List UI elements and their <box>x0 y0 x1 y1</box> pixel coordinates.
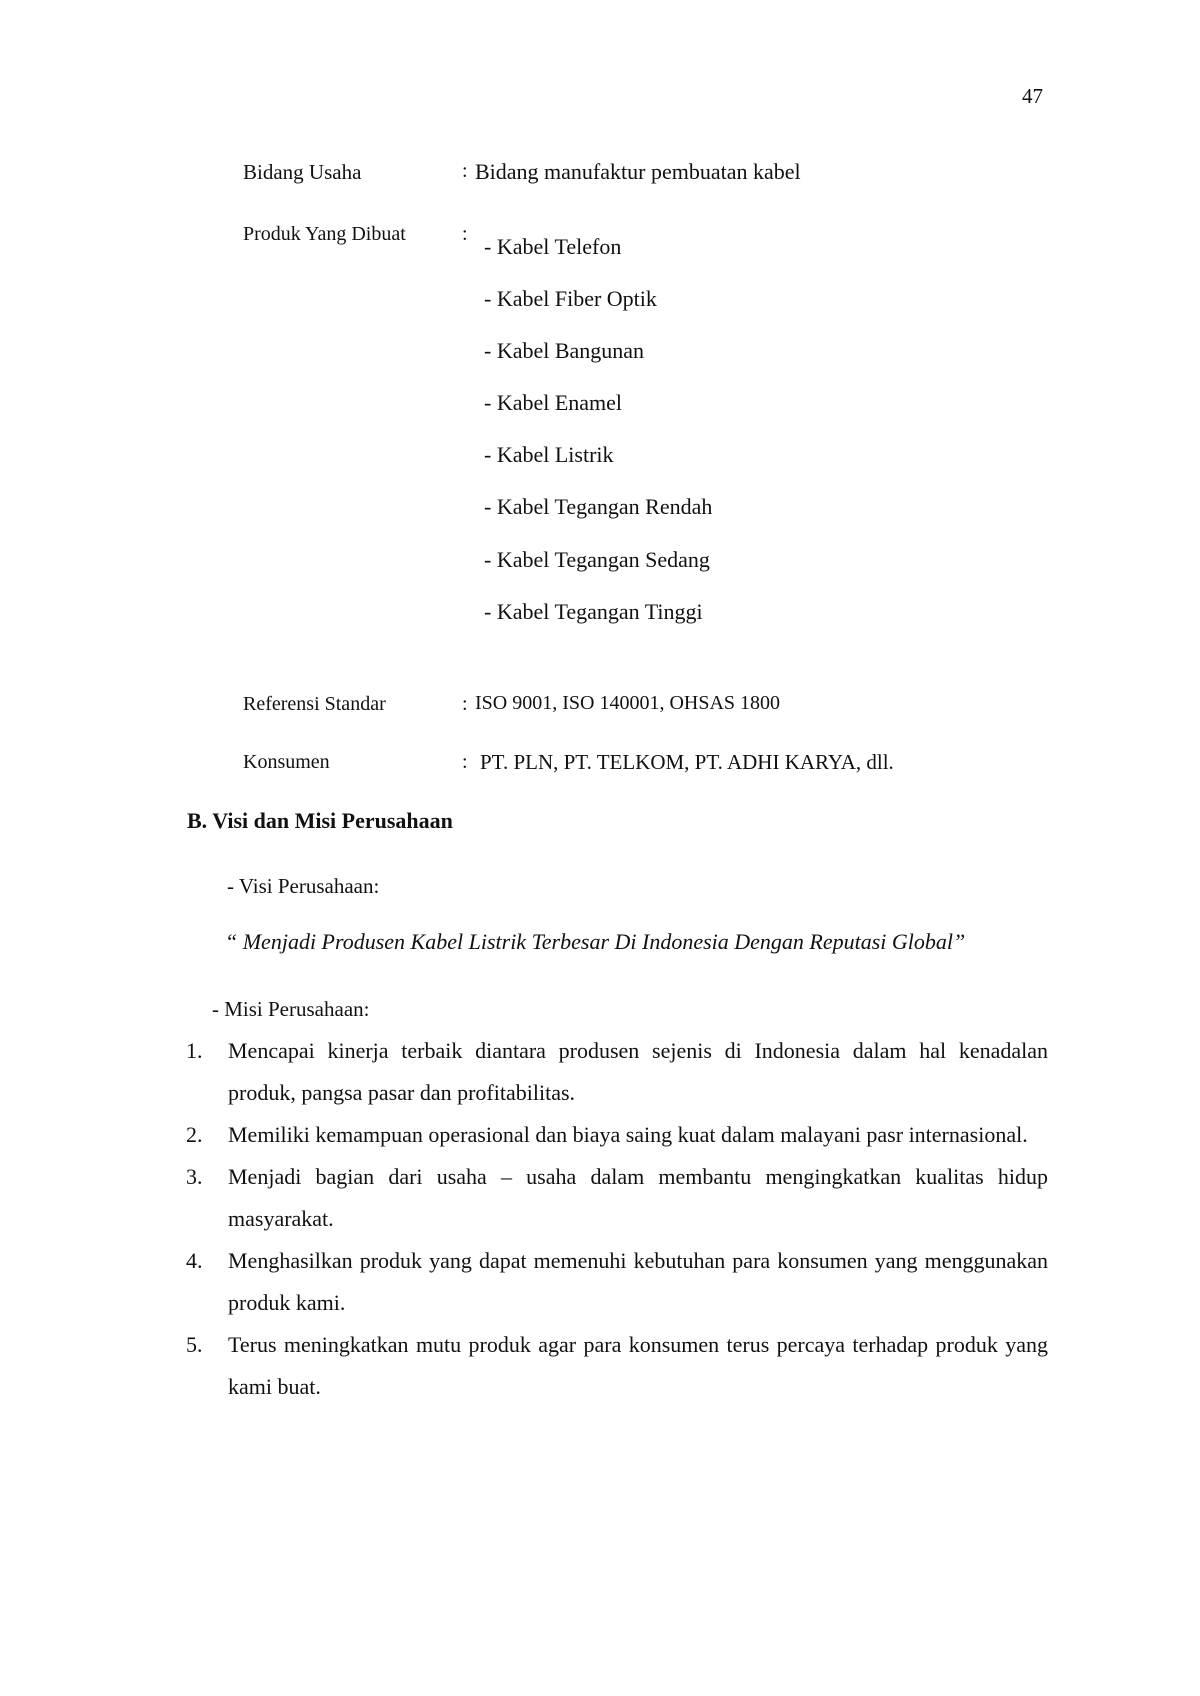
konsumen-colon: : <box>462 751 468 773</box>
section-heading: B. Visi dan Misi Perusahaan <box>187 808 453 833</box>
konsumen-label: Konsumen <box>243 751 330 773</box>
misi-item <box>178 1324 1048 1408</box>
produk-item: - Kabel Tegangan Rendah <box>484 494 713 519</box>
produk-label: Produk Yang Dibuat <box>243 223 406 245</box>
misi-number: 1. <box>186 1038 203 1063</box>
produk-item: - Kabel Telefon <box>484 234 622 259</box>
misi-text: Menjadi bagian dari usaha – usaha dalam membantu mengingkatkan kualitas hidup masyarakat. <box>228 1164 1048 1231</box>
misi-item <box>178 1240 1048 1324</box>
visi-label: - Visi Perusahaan: <box>227 874 380 898</box>
misi-item <box>178 1156 1048 1240</box>
misi-text: Mencapai kinerja terbaik diantara produsen sejenis di Indonesia dalam hal kenadalan produk, pangsa pasar dan profitabilitas. <box>228 1038 1048 1105</box>
misi-number: 2. <box>186 1122 203 1147</box>
bidang-usaha-value: Bidang manufaktur pembuatan kabel <box>475 159 801 184</box>
konsumen-value: PT. PLN, PT. TELKOM, PT. ADHI KARYA, dll. <box>480 750 894 774</box>
misi-list <box>178 1030 1048 1408</box>
referensi-label: Referensi Standar <box>243 693 386 715</box>
produk-item: - Kabel Tegangan Sedang <box>484 547 710 572</box>
misi-number: 5. <box>186 1332 203 1357</box>
misi-label: - Misi Perusahaan: <box>212 997 370 1021</box>
bidang-usaha-label: Bidang Usaha <box>243 160 362 184</box>
produk-item: - Kabel Fiber Optik <box>484 286 657 311</box>
misi-text: Terus meningkatkan mutu produk agar para konsumen terus percaya terhadap produk yang kami buat. <box>228 1332 1048 1399</box>
referensi-colon: : <box>462 693 468 715</box>
produk-item: - Kabel Listrik <box>484 442 614 467</box>
misi-text: Memiliki kemampuan operasional dan biaya saing kuat dalam malayani pasr internasional. <box>228 1122 1028 1147</box>
produk-item: - Kabel Tegangan Tinggi <box>484 599 703 624</box>
produk-colon: : <box>462 223 468 245</box>
misi-item <box>178 1030 1048 1114</box>
page-number: 47 <box>1022 84 1043 108</box>
bidang-usaha-colon: : <box>462 160 468 182</box>
misi-number: 4. <box>186 1248 203 1273</box>
produk-item: - Kabel Bangunan <box>484 338 645 363</box>
misi-number: 3. <box>186 1164 203 1189</box>
visi-quote: “ Menjadi Produsen Kabel Listrik Terbesar Di Indonesia Dengan Reputasi Global” <box>225 929 966 954</box>
produk-item: - Kabel Enamel <box>484 390 623 415</box>
misi-item <box>178 1114 1048 1156</box>
misi-text: Menghasilkan produk yang dapat memenuhi kebutuhan para konsumen yang menggunakan produk kami. <box>228 1248 1048 1315</box>
referensi-value: ISO 9001, ISO 140001, OHSAS 1800 <box>475 692 781 714</box>
